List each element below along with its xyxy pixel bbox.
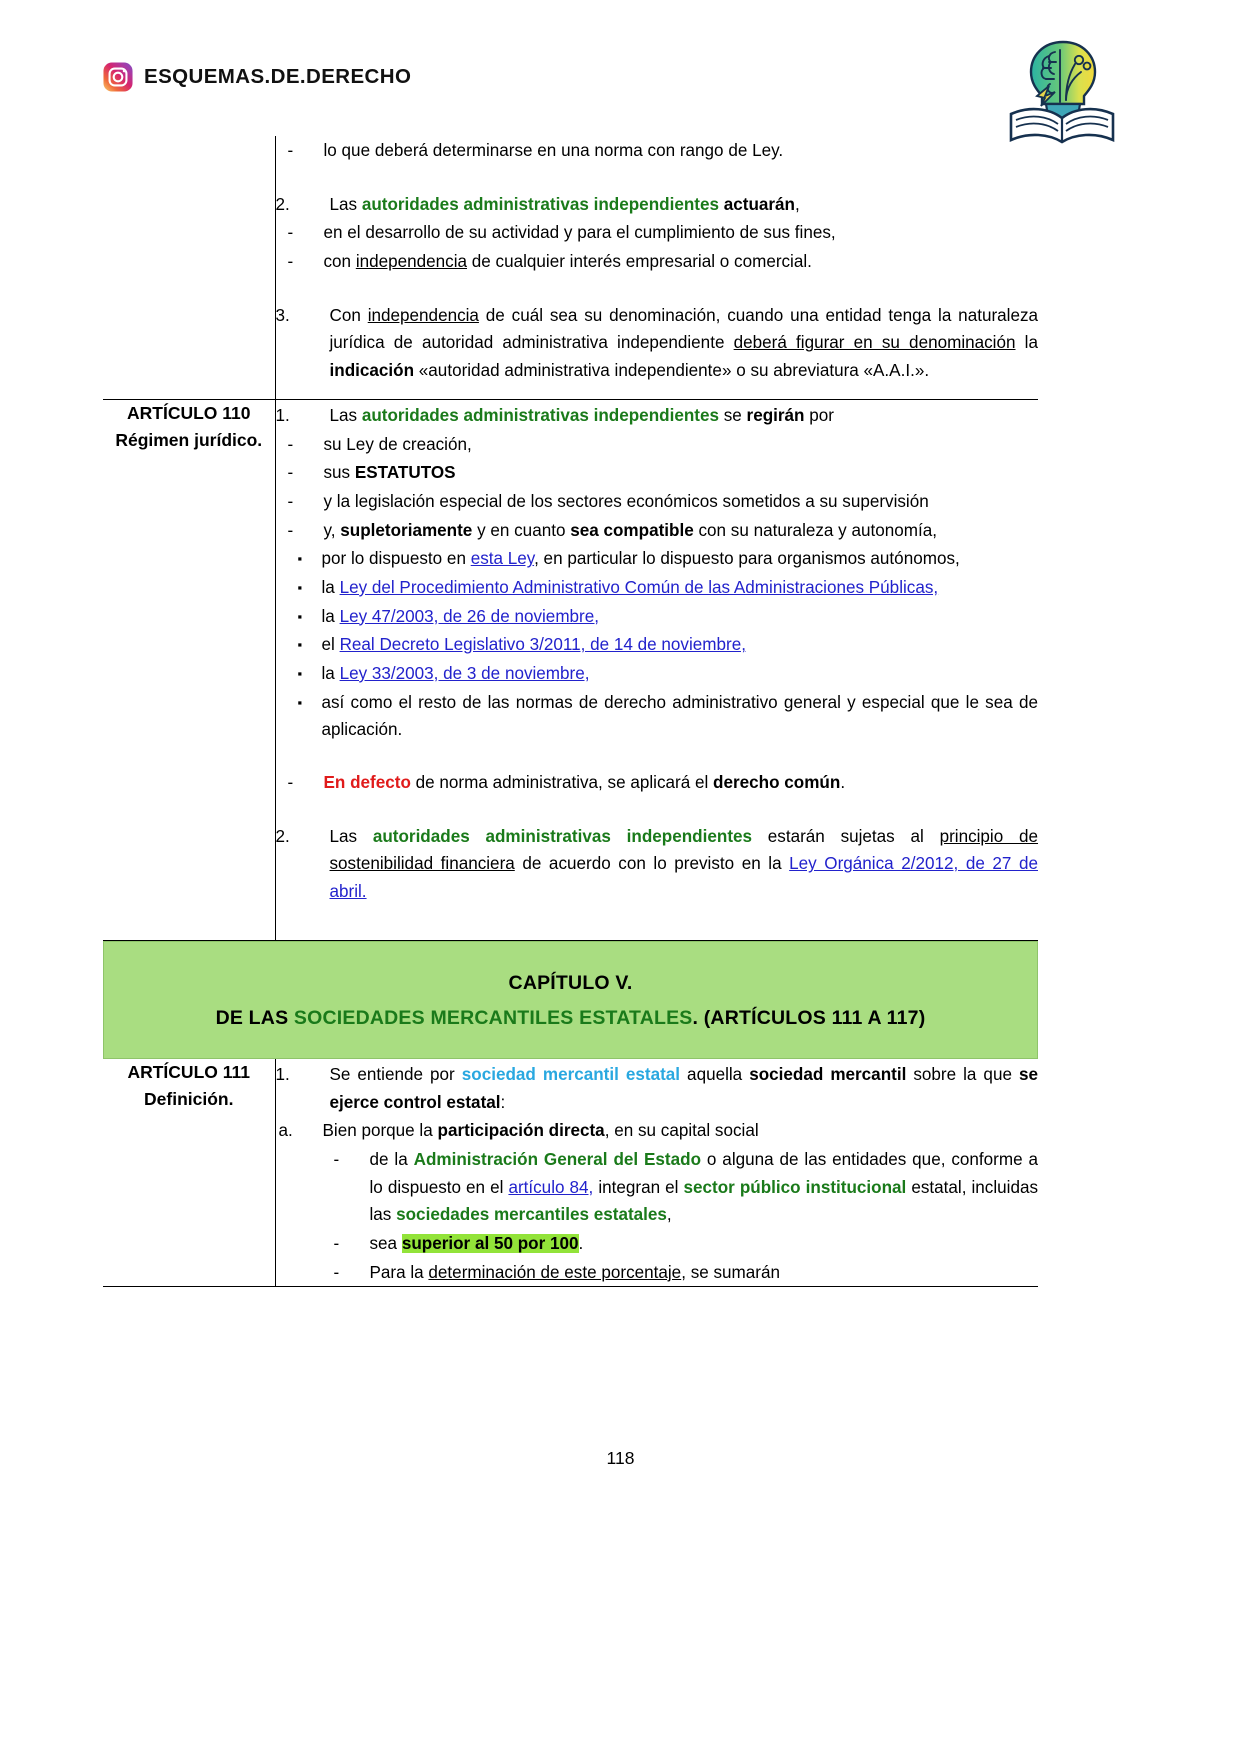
list-item-text: Las autoridades administrativas independientes se regirán por bbox=[329, 405, 834, 425]
spacer bbox=[276, 906, 1039, 940]
bold-term: sea compatible bbox=[570, 520, 694, 540]
list-item bbox=[276, 137, 1039, 165]
green-term: autoridades administrativas independientes bbox=[372, 826, 753, 846]
law-link[interactable]: Ley 47/2003, de 26 de noviembre, bbox=[339, 606, 600, 626]
instagram-icon bbox=[103, 62, 133, 92]
list-item bbox=[276, 1061, 1039, 1116]
number-marker: 1. bbox=[275, 405, 290, 425]
dash-marker: - bbox=[287, 252, 294, 272]
brand-name: ESQUEMAS.DE.DERECHO bbox=[144, 65, 412, 88]
article-number: ARTÍCULO 111 bbox=[127, 1061, 251, 1082]
list-item bbox=[276, 191, 1039, 219]
spacer bbox=[276, 385, 1039, 399]
list-item-text: en el desarrollo de su actividad y para el cumplimiento de sus fines, bbox=[323, 223, 836, 243]
list-item-text: Bien porque la participación directa, en su capital social bbox=[322, 1121, 759, 1141]
table-row bbox=[103, 136, 1038, 399]
list-item-text: con independencia de cualquier interés empresarial o comercial. bbox=[323, 252, 812, 272]
article-label-110 bbox=[103, 399, 275, 940]
article-link[interactable]: artículo 84, bbox=[508, 1177, 594, 1197]
spacer bbox=[276, 276, 1039, 300]
law-link[interactable]: Ley Orgánica 2/2012, de 27 de abril. bbox=[329, 854, 1038, 902]
list-item bbox=[276, 574, 1039, 602]
dash-marker: - bbox=[287, 223, 294, 243]
document-table bbox=[103, 136, 1038, 1287]
dash-marker: - bbox=[287, 491, 294, 511]
cyan-term: sociedad mercantil estatal bbox=[461, 1064, 681, 1084]
square-bullet-icon: ▪ bbox=[297, 579, 303, 595]
list-item bbox=[276, 402, 1039, 430]
list-item bbox=[276, 517, 1039, 545]
underlined-term: independencia bbox=[355, 252, 468, 272]
table-row-articulo-110 bbox=[103, 399, 1038, 940]
green-term: sector público institucional bbox=[683, 1177, 907, 1197]
letter-marker: a. bbox=[278, 1121, 293, 1141]
list-item-text: la Ley 47/2003, de 26 de noviembre, bbox=[321, 606, 600, 626]
green-term: sociedades mercantiles estatales bbox=[396, 1205, 667, 1225]
list-item bbox=[276, 431, 1039, 459]
list-item-text: Para la determinación de este porcentaje, se sumarán bbox=[369, 1262, 781, 1282]
number-marker: 2. bbox=[275, 826, 290, 846]
article-label-111 bbox=[103, 1059, 275, 1287]
list-item-text: Se entiende por sociedad mercantil estatal aquella sociedad mercantil sobre la que se ejerce control estatal: bbox=[329, 1064, 1038, 1112]
bold-term: indicación bbox=[329, 361, 415, 381]
chapter-subtitle: DE LAS SOCIEDADES MERCANTILES ESTATALES. (ARTÍCULOS 111 A 117) bbox=[215, 1006, 926, 1029]
article-name: Definición. bbox=[144, 1088, 234, 1109]
list-item-text: Las autoridades administrativas independientes actuarán, bbox=[329, 194, 800, 214]
list-item bbox=[276, 1146, 1039, 1229]
chapter-banner-cell bbox=[103, 940, 1038, 1059]
chapter-title: CAPÍTULO V. bbox=[508, 971, 633, 994]
law-link[interactable]: esta Ley bbox=[470, 549, 535, 569]
brain-lightbulb-book-logo bbox=[1003, 36, 1123, 146]
square-bullet-icon: ▪ bbox=[297, 666, 303, 681]
bold-term: derecho común bbox=[713, 773, 841, 793]
list-item bbox=[276, 545, 1039, 573]
bold-term: participación directa bbox=[437, 1121, 605, 1141]
bold-term: regirán bbox=[746, 405, 805, 425]
list-item-text: y, supletoriamente y en cuanto sea compatible con su naturaleza y autonomía, bbox=[323, 520, 937, 540]
dash-marker: - bbox=[287, 773, 294, 793]
chapter-banner bbox=[103, 941, 1038, 1059]
underlined-term: principio de sostenibilidad financiera bbox=[329, 826, 1039, 874]
page-number: 118 bbox=[606, 1448, 635, 1468]
bold-term: se ejerce control estatal bbox=[329, 1064, 1038, 1112]
dash-marker: - bbox=[287, 463, 294, 483]
number-marker: 1. bbox=[275, 1064, 290, 1084]
article-name: Régimen jurídico. bbox=[115, 429, 263, 450]
law-link[interactable]: Ley del Procedimiento Administrativo Común de las Administraciones Públicas, bbox=[339, 577, 939, 597]
red-term: En defecto bbox=[323, 773, 411, 793]
number-marker: 3. bbox=[275, 305, 290, 325]
bold-term: sociedad mercantil bbox=[749, 1064, 907, 1084]
list-item-text: y la legislación especial de los sectores económicos sometidos a su supervisión bbox=[323, 491, 929, 511]
underlined-term: deberá figurar en su denominación bbox=[733, 333, 1016, 353]
list-item bbox=[276, 1259, 1039, 1287]
list-item-text: de la Administración General del Estado o alguna de las entidades que, conforme a lo dispuesto en el artículo 84, integran el sector público institucional estatal, incluidas las sociedades mercantiles estatales, bbox=[369, 1149, 1039, 1225]
article-label-empty bbox=[103, 136, 275, 399]
dash-marker: - bbox=[287, 520, 294, 540]
list-item bbox=[276, 769, 1039, 797]
list-item-text: Las autoridades administrativas independientes estarán sujetas al principio de sostenibilidad financiera de acuerdo con lo previsto en la Ley Orgánica 2/2012, de 27 de abril. bbox=[329, 826, 1039, 902]
table-row-articulo-111 bbox=[103, 1059, 1038, 1287]
square-bullet-icon: ▪ bbox=[297, 637, 303, 653]
green-term: autoridades administrativas independientes bbox=[361, 405, 719, 425]
square-bullet-icon: ▪ bbox=[297, 694, 303, 710]
law-link[interactable]: Ley 33/2003, de 3 de noviembre, bbox=[339, 664, 590, 683]
list-item-text: la Ley del Procedimiento Administrativo Común de las Administraciones Públicas, bbox=[321, 577, 939, 597]
table-row-chapter-banner bbox=[103, 940, 1038, 1059]
list-item bbox=[276, 631, 1039, 659]
dash-marker: - bbox=[333, 1233, 340, 1253]
spacer bbox=[276, 744, 1039, 768]
list-item bbox=[276, 248, 1039, 276]
spacer bbox=[276, 165, 1039, 189]
list-item-text: sus ESTATUTOS bbox=[323, 463, 456, 483]
brand-block bbox=[103, 62, 411, 92]
number-marker: 2. bbox=[275, 194, 290, 214]
square-bullet-icon: ▪ bbox=[297, 608, 303, 624]
list-item bbox=[276, 219, 1039, 247]
list-item bbox=[276, 302, 1039, 385]
list-item bbox=[276, 603, 1039, 631]
list-item-text: así como el resto de las normas de derecho administrativo general y especial que le sea de aplicación. bbox=[321, 692, 1038, 740]
dash-marker: - bbox=[287, 141, 294, 160]
law-link[interactable]: Real Decreto Legislativo 3/2011, de 14 de noviembre, bbox=[339, 635, 746, 655]
dash-marker: - bbox=[333, 1149, 340, 1169]
list-item bbox=[276, 459, 1039, 487]
square-bullet-icon: ▪ bbox=[297, 551, 303, 567]
list-item bbox=[276, 488, 1039, 516]
article-body-110 bbox=[275, 399, 1038, 940]
bold-term: actuarán bbox=[723, 194, 795, 214]
article-body-continued bbox=[275, 136, 1038, 399]
highlighted-term: superior al 50 por 100 bbox=[401, 1233, 579, 1253]
article-number: ARTÍCULO 110 bbox=[127, 402, 251, 423]
dash-marker: - bbox=[287, 434, 294, 454]
list-item-text: la Ley 33/2003, de 3 de noviembre, bbox=[321, 664, 590, 683]
bold-term: ESTATUTOS bbox=[354, 463, 456, 483]
list-item bbox=[276, 1117, 1039, 1145]
list-item bbox=[276, 689, 1039, 744]
green-term: Administración General del Estado bbox=[413, 1149, 702, 1169]
list-item bbox=[276, 823, 1039, 906]
list-item-text: sea superior al 50 por 100. bbox=[369, 1233, 584, 1253]
list-item-text: En defecto de norma administrativa, se aplicará el derecho común. bbox=[323, 773, 846, 793]
green-term: autoridades administrativas independientes bbox=[361, 194, 719, 214]
list-item bbox=[276, 1230, 1039, 1258]
page-header bbox=[0, 36, 1241, 146]
article-body-111 bbox=[275, 1059, 1038, 1287]
list-item-text: su Ley de creación, bbox=[323, 434, 472, 454]
spacer bbox=[276, 797, 1039, 821]
list-item-text: Con independencia de cuál sea su denominación, cuando una entidad tenga la naturaleza jurídica de autoridad administrativa independiente deberá figurar en su denominación la indicación «autoridad administrativa independiente» o su abreviatura «A.A.I.». bbox=[329, 305, 1039, 381]
chapter-subtitle-highlight: SOCIEDADES MERCANTILES ESTATALES bbox=[293, 1006, 693, 1029]
underlined-term: independencia bbox=[367, 305, 479, 325]
dash-marker: - bbox=[333, 1262, 340, 1282]
list-item-text: por lo dispuesto en esta Ley, en particular lo dispuesto para organismos autónomos, bbox=[321, 549, 960, 569]
bold-term: supletoriamente bbox=[340, 520, 473, 540]
list-item-text: lo que deberá determinarse en una norma con rango de Ley. bbox=[323, 141, 784, 160]
list-item-text: el Real Decreto Legislativo 3/2011, de 14 de noviembre, bbox=[321, 635, 746, 655]
underlined-term: determinación de este porcentaje bbox=[428, 1262, 682, 1282]
list-item bbox=[276, 660, 1039, 688]
